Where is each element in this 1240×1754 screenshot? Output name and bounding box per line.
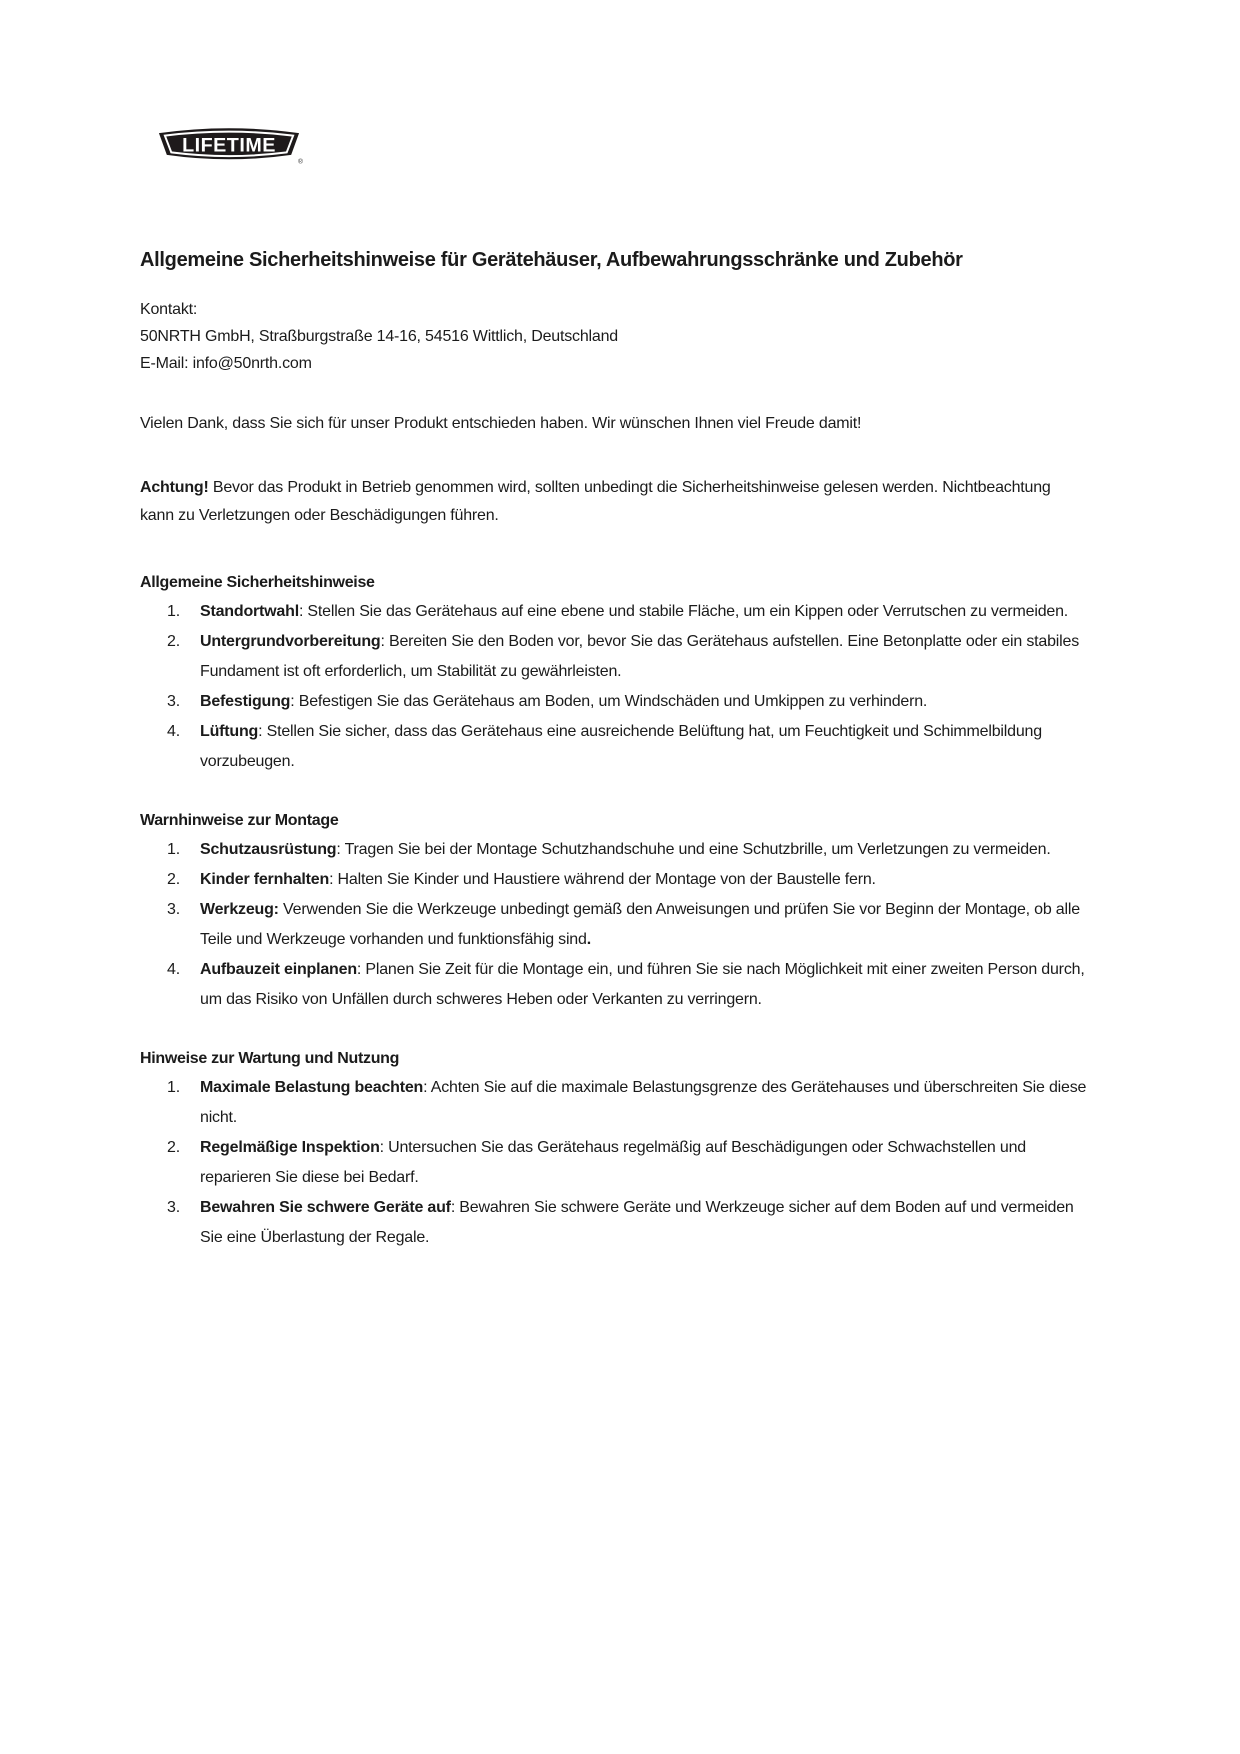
list-item-text [200, 865, 1092, 895]
list-item-rest: : Bewahren Sie schwere Geräte und Werkzeuge sicher auf dem Boden auf und vermeiden Sie eine Überlastung der Regale. [200, 1199, 1074, 1246]
list-item [140, 955, 1092, 1015]
list-item-number: 2. [167, 1139, 180, 1156]
list-item-text [200, 597, 1092, 627]
list-item-number: 4. [167, 723, 180, 740]
logo-text: LIFETIME [182, 134, 276, 157]
list-item-number: 3. [167, 1199, 180, 1216]
list-item-number: 3. [167, 693, 180, 710]
list-item [140, 1193, 1092, 1253]
list-item-text [200, 1193, 1092, 1253]
list-item [140, 597, 1092, 627]
list-item-text [200, 1133, 1092, 1193]
section-allgemeine-sicherheitshinweise [140, 569, 1110, 777]
list-item [140, 895, 1092, 955]
list-item-tail: . [586, 931, 591, 948]
warning-paragraph [140, 474, 1070, 530]
list-item-lead: Werkzeug: [200, 901, 279, 918]
contact-email: E-Mail: info@50nrth.com [140, 355, 312, 372]
list-item-number: 1. [167, 603, 180, 620]
list-item-lead: Standortwahl [200, 603, 299, 620]
list-item-lead: Befestigung [200, 693, 291, 710]
page-title: Allgemeine Sicherheitshinweise für Gerätehäuser, Aufbewahrungsschränke und Zubehör [140, 249, 963, 271]
list-item [140, 1073, 1092, 1133]
list-item-lead: Aufbauzeit einplanen [200, 961, 357, 978]
list-item-rest: : Befestigen Sie das Gerätehaus am Boden, um Windschäden und Umkippen zu verhindern. [290, 693, 928, 710]
list-item-number: 1. [167, 1079, 180, 1096]
list-item [140, 835, 1092, 865]
list-item-number: 1. [167, 841, 180, 858]
list-item-lead: Lüftung [200, 723, 259, 740]
list-item-lead: Maximale Belastung beachten [200, 1079, 424, 1096]
list-item-text [200, 627, 1092, 687]
list-item [140, 717, 1092, 777]
contact-block [140, 296, 1090, 377]
list-item-rest: : Achten Sie auf die maximale Belastungsgrenze des Gerätehauses und überschreiten Sie diese nicht. [200, 1079, 1087, 1126]
list-item-number: 2. [167, 871, 180, 888]
list-item-number: 3. [167, 901, 180, 918]
warning-rest: Bevor das Produkt in Betrieb genommen wird, sollten unbedingt die Sicherheitshinweise gelesen werden. Nichtbeachtung kann zu Verletzungen oder Beschädigungen führen. [140, 479, 1051, 524]
list-item [140, 865, 1092, 895]
section-hinweise-zur-wartung-und-nutzung [140, 1045, 1110, 1253]
contact-label: Kontakt: [140, 301, 198, 318]
intro-paragraph: Vielen Dank, dass Sie sich für unser Produkt entschieden haben. Wir wünschen Ihnen viel Freude damit! [140, 415, 862, 432]
list-item-lead: Bewahren Sie schwere Geräte auf [200, 1199, 451, 1216]
section-heading: Hinweise zur Wartung und Nutzung [140, 1050, 400, 1067]
list-item-number: 4. [167, 961, 180, 978]
list-item-rest: : Halten Sie Kinder und Haustiere während der Montage von der Baustelle fern. [329, 871, 876, 888]
lifetime-logo-badge [154, 123, 304, 165]
section-heading: Warnhinweise zur Montage [140, 812, 339, 829]
list-item-number: 2. [167, 633, 180, 650]
list-item-rest: Verwenden Sie die Werkzeuge unbedingt gemäß den Anweisungen und prüfen Sie vor Beginn der Montage, ob alle Teile und Werkzeuge vorhanden und funktionsfähig sind [200, 901, 1080, 948]
warning-lead: Achtung! [140, 479, 209, 496]
list-item [140, 687, 1092, 717]
list-item [140, 1133, 1092, 1193]
list-item-text [200, 1073, 1092, 1133]
lifetime-logo [154, 123, 306, 165]
list-item [140, 627, 1092, 687]
list-item-text [200, 835, 1092, 865]
list-item-text [200, 687, 1092, 717]
logo-registered-mark: ® [298, 158, 303, 165]
list-item-lead: Untergrundvorbereitung [200, 633, 381, 650]
list-item-text [200, 717, 1092, 777]
list-item-rest: : Stellen Sie das Gerätehaus auf eine ebene und stabile Fläche, um ein Kippen oder Verrutschen zu vermeiden. [298, 603, 1069, 620]
list-item-rest: : Untersuchen Sie das Gerätehaus regelmäßig auf Beschädigungen oder Schwachstellen und reparieren Sie diese bei Bedarf. [200, 1139, 1026, 1186]
contact-address: 50NRTH GmbH, Straßburgstraße 14-16, 54516 Wittlich, Deutschland [140, 328, 618, 345]
list-item-lead: Schutzausrüstung [200, 841, 337, 858]
list-item-rest: : Tragen Sie bei der Montage Schutzhandschuhe und eine Schutzbrille, um Verletzungen zu vermeiden. [336, 841, 1051, 858]
list-item-lead: Kinder fernhalten [200, 871, 330, 888]
section-heading: Allgemeine Sicherheitshinweise [140, 574, 375, 591]
section-warnhinweise-zur-montage [140, 807, 1110, 1015]
list-item-rest: : Stellen Sie sicher, dass das Gerätehaus eine ausreichende Belüftung hat, um Feuchtigkeit und Schimmelbildung vorzubeugen. [200, 723, 1042, 770]
list-item-rest: : Bereiten Sie den Boden vor, bevor Sie das Gerätehaus aufstellen. Eine Betonplatte oder ein stabiles Fundament ist oft erforderlich, um Stabilität zu gewährleisten. [200, 633, 1079, 680]
list-item-text [200, 955, 1092, 1015]
list-item-lead: Regelmäßige Inspektion [200, 1139, 380, 1156]
list-item-rest: : Planen Sie Zeit für die Montage ein, und führen Sie sie nach Möglichkeit mit einer zweiten Person durch, um das Risiko von Unfällen durch schweres Heben oder Verkanten zu verringern. [200, 961, 1085, 1008]
list-item-text [200, 895, 1092, 955]
